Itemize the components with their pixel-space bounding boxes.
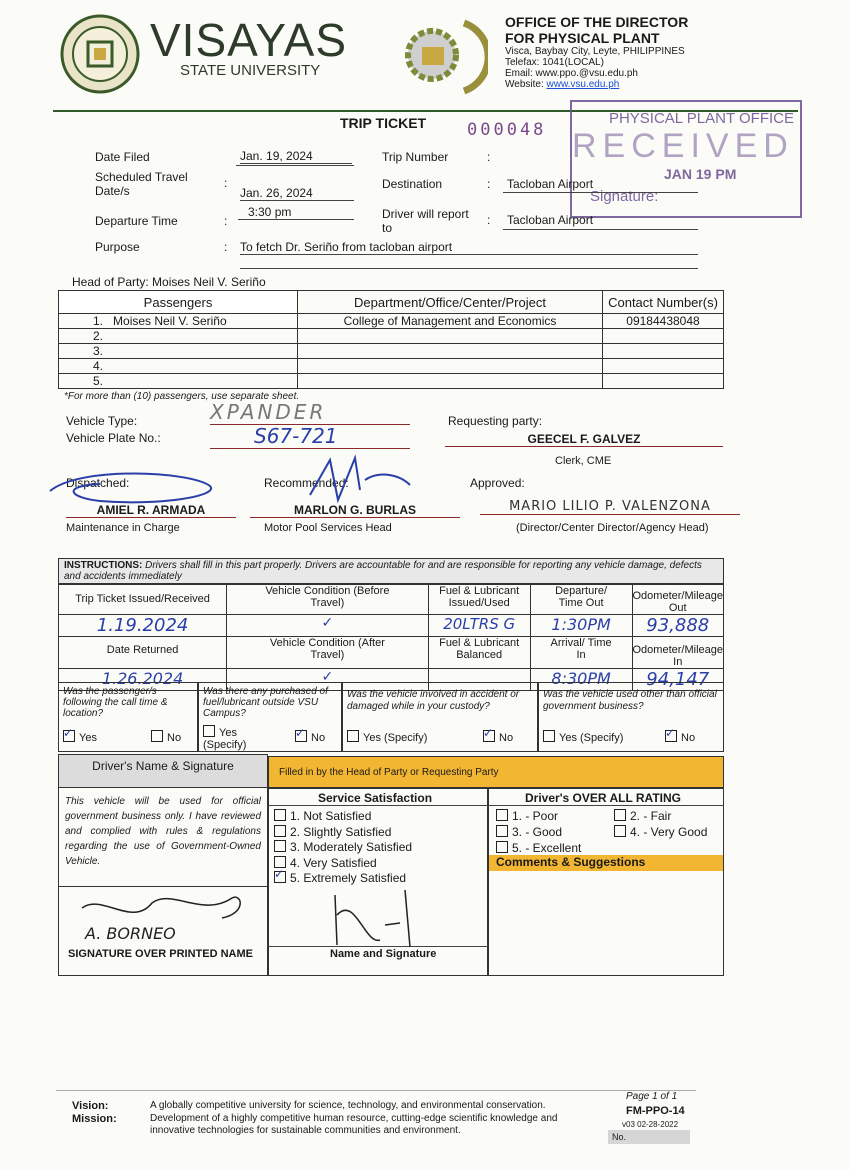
vehicle-type-label: Vehicle Type: [66, 414, 138, 428]
recommended-signature-icon [300, 450, 420, 510]
driver-name: A. BORNEO [85, 924, 176, 943]
requesting-name: GEECEL F. GALVEZ [445, 432, 723, 447]
service-option-1: 1. Not Satisfied [274, 809, 412, 825]
comments-header: Comments & Suggestions [489, 855, 723, 871]
overall-3-checkbox[interactable] [496, 825, 508, 837]
service-header: Service Satisfaction [318, 791, 433, 805]
issued-value: 1.19.2024 [59, 615, 227, 637]
form-no: No. [608, 1130, 690, 1144]
recommended-label: Recommended: [264, 476, 349, 490]
vehicle-type-value: XPANDER [210, 400, 410, 425]
requesting-label: Requesting party: [448, 414, 543, 428]
physical-plant-seal [402, 17, 488, 97]
h-fuel-issued: Fuel & Lubricant Issued/Used [428, 585, 530, 615]
footer-rule [56, 1090, 696, 1091]
h-departure: Departure/ Time Out [530, 585, 632, 615]
dispatched-label: Dispatched: [66, 476, 130, 490]
website-link[interactable]: www.vsu.edu.ph [546, 79, 620, 90]
vision-text: A globally competitive university for science, technology, and environmental conservation. [150, 1100, 546, 1111]
overall-header: Driver's OVER ALL RATING [525, 791, 681, 805]
head-signature-icon [325, 885, 425, 955]
q3-no-checkbox[interactable] [483, 730, 495, 742]
q4-no-checkbox[interactable] [665, 730, 677, 742]
driver-sig-label: SIGNATURE OVER PRINTED NAME [68, 948, 253, 960]
odo-out-value: 93,888 [632, 615, 724, 637]
cond-after-value: ✓ [227, 669, 429, 691]
h-cond-after: Vehicle Condition (After Travel) [227, 637, 429, 669]
table-row: 1. Moises Neil V. Seriño College of Management and Economics 09184438048 [59, 314, 724, 329]
service-option-5: ✓5. Extremely Satisfied [274, 871, 412, 887]
h-cond-before: Vehicle Condition (Before Travel) [227, 585, 429, 615]
service-4-checkbox[interactable] [274, 856, 286, 868]
purpose-value: To fetch Dr. Seriño from tacloban airport [240, 240, 698, 255]
form-code: FM-PPO-14 [626, 1105, 685, 1117]
driver-sig-line [58, 886, 268, 887]
sched-value: Jan. 26, 2024 [240, 186, 354, 201]
service-1-checkbox[interactable] [274, 809, 286, 821]
departure-label: Departure Time [95, 214, 178, 228]
col-passengers: Passengers [59, 291, 298, 314]
h-odo-in: Odometer/Mileage In [632, 637, 724, 669]
requesting-title: Clerk, CME [555, 455, 612, 467]
instructions-text: INSTRUCTIONS: Drivers shall fill in this part properly. Drivers are accountable for and are responsible for reporting any vehicle damage, defects and accidents immediately [64, 560, 702, 582]
q2-no-checkbox[interactable] [295, 730, 307, 742]
report-label: Driver will report to [382, 207, 469, 235]
fuel-issued-value: 20LTRS G [428, 615, 530, 637]
table-row: 2. [59, 329, 724, 344]
mission-text: Development of a highly competitive human resource, cutting-edge scientific knowledge and innovative technologies for sustainable communities and environment. [150, 1113, 558, 1136]
driver-header: Driver's Name & Signature [58, 754, 268, 788]
question-4: Was the vehicle used other than official government business? Yes (Specify) ✓ No [538, 682, 724, 752]
plate-value: S67-721 [210, 424, 410, 449]
ticket-number: 000048 [467, 120, 547, 140]
h-returned: Date Returned [59, 637, 227, 669]
overall-1-checkbox[interactable] [496, 809, 508, 821]
question-3: Was the vehicle involved in accident or damaged while in your custody? Yes (Specify) ✓ No [342, 682, 538, 752]
university-name: VISAYAS STATE UNIVERSITY [150, 14, 348, 79]
departure-value: 3:30 pm [238, 205, 354, 220]
travel-log-table [58, 584, 724, 691]
odo-in-value: 94,147 [632, 669, 724, 691]
service-5-checkbox[interactable] [274, 871, 286, 883]
mission-label: Mission: [72, 1113, 117, 1125]
h-odo-out: Odometer/Mileage Out [632, 585, 724, 615]
approved-label: Approved: [470, 476, 525, 490]
dispatched-title: Maintenance in Charge [66, 522, 180, 534]
head-of-party: Head of Party: Moises Neil V. Seriño [72, 275, 266, 289]
service-options [274, 809, 412, 887]
trip-number-label: Trip Number [382, 150, 449, 164]
dispatched-signature-icon [40, 466, 240, 516]
name-signature-label: Name and Signature [330, 948, 437, 960]
office-info: OFFICE OF THE DIRECTOR FOR PHYSICAL PLANT Visca, Baybay City, Leyte, PHILIPPINES Telefax: 1041(LOCAL) Email: www.ppo.@vsu.edu.ph Website: www.vsu.edu.ph [505, 14, 689, 90]
h-fuel-bal: Fuel & Lubricant Balanced [428, 637, 530, 669]
form-revision: v03 02-28-2022 [622, 1120, 679, 1129]
table-row: 3. [59, 344, 724, 359]
table-row: 5. [59, 374, 724, 389]
q2-yes-checkbox[interactable] [203, 725, 215, 737]
col-department: Department/Office/Center/Project [298, 291, 603, 314]
purpose-label: Purpose [95, 240, 140, 254]
overall-4-checkbox[interactable] [614, 825, 626, 837]
filled-by-banner: Filled in by the Head of Party or Requesting Party [268, 756, 724, 788]
date-filed-label: Date Filed [95, 150, 150, 164]
h-arrival: Arrival/ Time In [530, 637, 632, 669]
recommended-name: MARLON G. BURLAS [250, 503, 460, 518]
service-option-3: 3. Moderately Satisfied [274, 840, 412, 856]
q3-yes-checkbox[interactable] [347, 730, 359, 742]
approved-title: (Director/Center Director/Agency Head) [516, 522, 709, 534]
departure-time-value: 1:30PM [530, 615, 632, 637]
passengers-note: *For more than (10) passengers, use separate sheet. [64, 391, 300, 402]
recommended-title: Motor Pool Services Head [264, 522, 392, 534]
approved-name: MARIO LILIO P. VALENZONA [480, 499, 740, 515]
service-2-checkbox[interactable] [274, 825, 286, 837]
questions-row [58, 682, 724, 752]
overall-5-checkbox[interactable] [496, 841, 508, 853]
question-2: Was there any purchased of fuel/lubricant outside VSU Campus? Yes (Specify) ✓No [198, 682, 342, 752]
vsu-seal [60, 14, 140, 94]
page-number: Page 1 of 1 [626, 1091, 678, 1102]
comments-area[interactable] [489, 872, 723, 975]
page-title: TRIP TICKET [340, 115, 427, 131]
report-value: Tacloban Airport [507, 213, 594, 227]
vision-label: Vision: [72, 1100, 109, 1112]
q1-yes-checkbox[interactable] [63, 730, 75, 742]
col-contact: Contact Number(s) [603, 291, 724, 314]
overall-2-checkbox[interactable] [614, 809, 626, 821]
table-row: 4. [59, 359, 724, 374]
plate-label: Vehicle Plate No.: [66, 431, 161, 445]
question-1: Was the passenger/s following the call time & location? ✓Yes No [58, 682, 198, 752]
date-filed-value: Jan. 19, 2024 [240, 149, 352, 164]
destination-label: Destination [382, 177, 443, 191]
service-option-2: 2. Slightly Satisfied [274, 825, 412, 841]
q1-no-checkbox[interactable] [151, 730, 163, 742]
cond-before-value: ✓ [227, 615, 429, 637]
h-issued: Trip Ticket Issued/Received [59, 585, 227, 615]
destination-value: Tacloban Airport [507, 177, 594, 191]
service-3-checkbox[interactable] [274, 840, 286, 852]
dispatched-name: AMIEL R. ARMADA [66, 503, 236, 518]
service-option-4: 4. Very Satisfied [274, 856, 412, 872]
passengers-table [58, 290, 724, 389]
returned-value: 1.26.2024 [59, 669, 227, 691]
driver-statement: This vehicle will be used for official government business only. I have reviewed and complied with rules & regulations regarding the use of Government-Owned Vehicle. [65, 796, 261, 867]
q4-yes-checkbox[interactable] [543, 730, 555, 742]
arrival-time-value: 8:30PM [530, 669, 632, 691]
received-stamp: PHYSICAL PLANT OFFICE RECEIVED JAN 19 PM Signature: [570, 100, 802, 218]
sched-label: Scheduled Travel Date/s [95, 170, 188, 198]
